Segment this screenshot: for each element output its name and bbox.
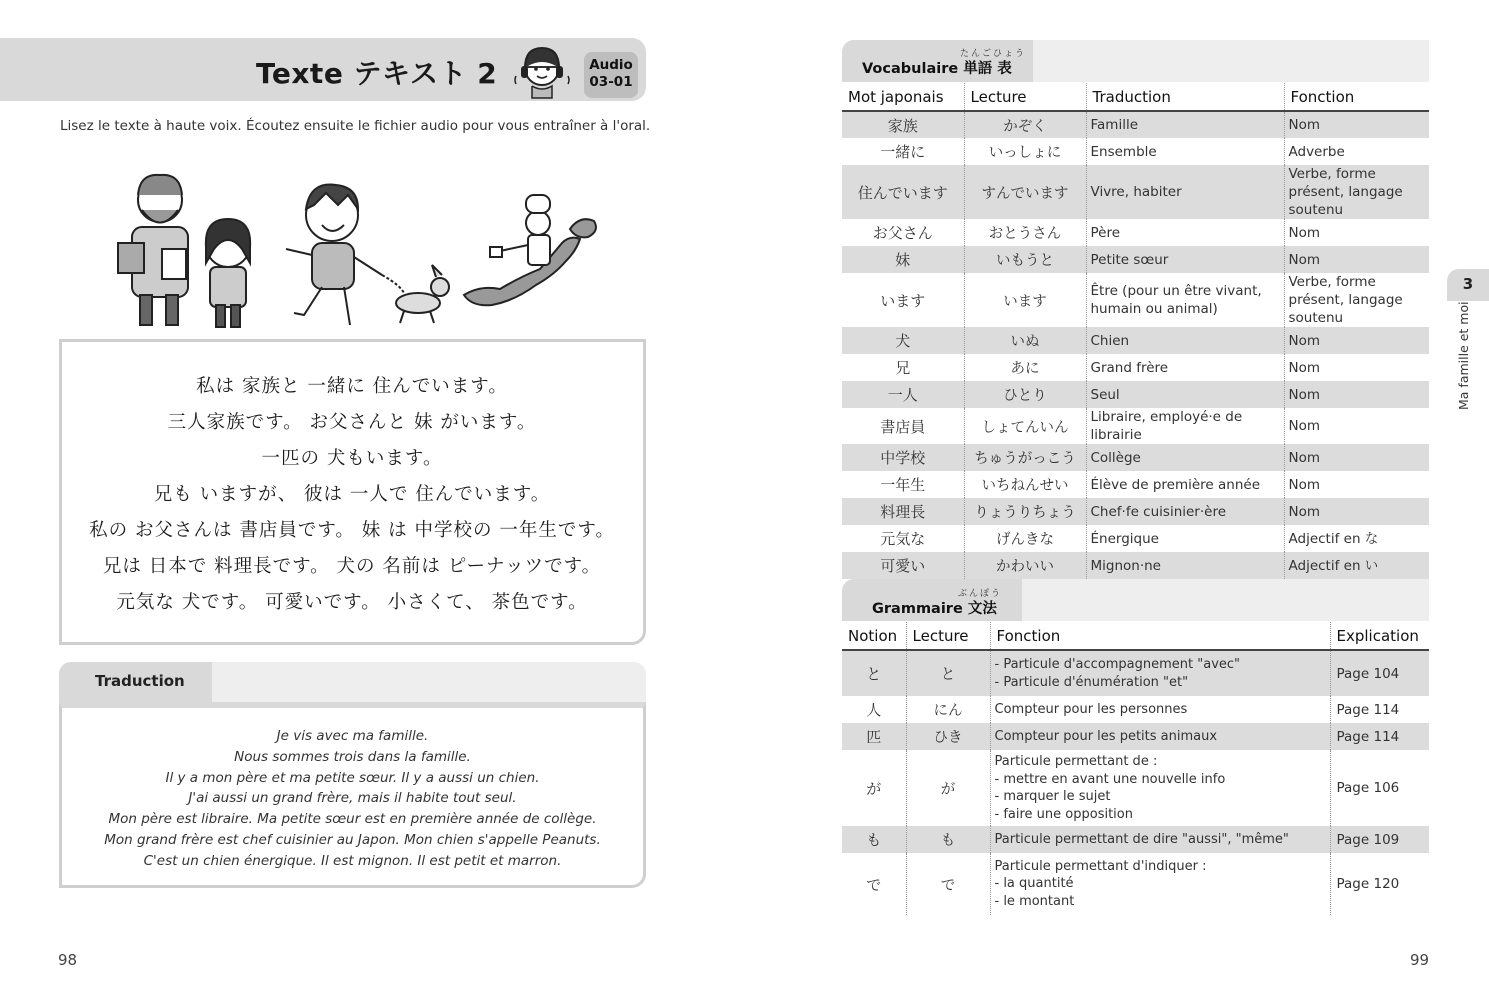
vocab-function: Adverbe <box>1284 138 1429 165</box>
vocab-function: Adjectif en い <box>1284 552 1429 579</box>
grammar-explanation[interactable]: Page 104 <box>1330 650 1429 696</box>
vocabulary-row <box>842 498 1429 525</box>
vocab-reading: いっしょに <box>964 138 1086 165</box>
vocab-word: 犬 <box>842 327 964 354</box>
translation-line: Nous sommes trois dans la famille. <box>234 748 471 765</box>
jp-line-4: 兄も いますが、 彼は 一人で 住んでいます。 <box>153 484 551 505</box>
grammar-explanation[interactable]: Page 114 <box>1330 696 1429 723</box>
grammar-explanation[interactable]: Page 120 <box>1330 853 1429 915</box>
vocab-word: 中学校 <box>842 444 964 471</box>
grammar-row <box>842 750 1429 826</box>
vocabulary-row <box>842 273 1429 327</box>
vocab-word: 料理長 <box>842 498 964 525</box>
vocabulary-row <box>842 525 1429 552</box>
grammar-notion: 匹 <box>842 723 906 750</box>
translation-line: J'ai aussi un grand frère, mais il habite tout seul. <box>188 790 517 807</box>
vocab-reading: いもうと <box>964 246 1086 273</box>
jp-line-6: 兄は 日本で 料理長です。 犬の 名前は ピーナッツです。 <box>102 556 602 577</box>
grammar-notion: が <box>866 779 882 798</box>
vocab-function: Nom <box>1284 444 1429 471</box>
page-title: Texte テキスト 2 <box>256 57 498 90</box>
grammar-ruby: ぶんぽう <box>958 589 1003 599</box>
vocab-reading: かわいい <box>964 552 1086 579</box>
vocab-reading: ちゅうがっこう <box>964 444 1086 471</box>
grammar-row <box>842 723 1429 750</box>
vocab-translation: Chien <box>1086 327 1284 354</box>
grammar-header-function: Fonction <box>990 622 1330 650</box>
vocab-word: 一年生 <box>880 476 926 494</box>
translation-band <box>212 662 646 702</box>
vocab-function: Nom <box>1284 354 1429 381</box>
vocab-translation: Énergique <box>1086 525 1284 552</box>
page-number-left: 98 <box>58 951 78 969</box>
translation-line: C'est un chien énergique. Il est mignon. Il est petit et marron. <box>143 852 562 869</box>
vocab-function: Nom <box>1284 471 1429 498</box>
vocabulary-table <box>842 83 1429 579</box>
grammar-explanation[interactable]: Page 106 <box>1330 750 1429 826</box>
translation-line: Mon père est libraire. Ma petite sœur est en première année de collège. <box>108 811 597 828</box>
vocab-word: います <box>880 291 926 310</box>
vocab-function: Nom <box>1284 219 1429 246</box>
vocab-header-function: Fonction <box>1284 83 1429 111</box>
translation-line: Mon grand frère est chef cuisinier au Japon. Mon chien s'appelle Peanuts. <box>104 831 601 848</box>
vocabulary-row <box>842 354 1429 381</box>
vocab-translation: Être (pour un être vivant, humain ou animal) <box>1086 273 1284 327</box>
vocab-translation: Père <box>1086 219 1284 246</box>
vocab-function: Nom <box>1284 111 1429 138</box>
vocabulary-row <box>842 111 1429 138</box>
vocab-word: 可愛い <box>842 552 964 579</box>
vocabulary-row <box>842 552 1429 579</box>
vocab-function: Nom <box>1284 381 1429 408</box>
vocab-header-word: Mot japonais <box>842 83 964 111</box>
vocab-reading: いぬ <box>964 327 1086 354</box>
vocab-translation: Ensemble <box>1086 138 1284 165</box>
grammar-row <box>842 853 1429 915</box>
vocab-translation: Collège <box>1086 444 1284 471</box>
grammar-notion: で <box>866 875 882 894</box>
vocab-function: Verbe, forme présent, langage soutenu <box>1284 165 1429 219</box>
grammar-header-reading: Lecture <box>906 622 990 650</box>
translation-tab: Traduction <box>59 662 212 702</box>
grammar-function: Compteur pour les petits animaux <box>990 723 1330 750</box>
jp-line-1: 私は 家族と 一緒に 住んでいます。 <box>196 376 508 397</box>
vocab-word: 一緒に <box>880 143 926 161</box>
grammar-header-row <box>842 622 1429 650</box>
jp-line-7: 元気な 犬です。 可愛いです。 小さくて、 茶色です。 <box>116 592 588 613</box>
vocab-translation: Libraire, employé·e de librairie <box>1086 408 1284 444</box>
grammar-reading: と <box>906 650 990 696</box>
audio-id: 03-01 <box>589 74 633 90</box>
vocab-function: Verbe, forme présent, langage soutenu <box>1284 273 1429 327</box>
left-page <box>0 0 744 1000</box>
vocabulary-row <box>842 246 1429 273</box>
vocab-translation: Grand frère <box>1086 354 1284 381</box>
chapter-tab[interactable]: 3 <box>1447 269 1489 301</box>
vocab-reading: ひとり <box>964 381 1086 408</box>
vocab-word: 一人 <box>842 381 964 408</box>
vocab-word: 兄 <box>895 359 911 377</box>
grammar-reading: が <box>906 750 990 826</box>
vocab-word: 妹 <box>842 246 964 273</box>
grammar-notion: も <box>842 826 906 853</box>
vocab-reading: りょうりちょう <box>964 498 1086 525</box>
vocab-function: Nom <box>1284 246 1429 273</box>
grammar-reading: にん <box>906 696 990 723</box>
translation-line: Je vis avec ma famille. <box>276 728 429 744</box>
grammar-notion: と <box>842 650 906 696</box>
vocabulary-row <box>842 138 1429 165</box>
vocab-reading: すんでいます <box>964 165 1086 219</box>
jp-line-2: 三人家族です。 お父さんと 妹 がいます。 <box>167 412 537 433</box>
vocabulary-tab: Vocabulaire 単語 表 <box>842 40 1033 82</box>
vocab-function: Nom <box>1284 327 1429 354</box>
vocabulary-ruby: たんごひょう <box>960 49 1027 59</box>
vocabulary-row <box>842 408 1429 444</box>
vocab-header-reading: Lecture <box>964 83 1086 111</box>
vocab-reading: げんきな <box>964 525 1086 552</box>
vocabulary-header-row <box>842 83 1429 111</box>
grammar-function: - Particule d'accompagnement "avec" - Particule d'énumération "et" <box>990 650 1330 696</box>
vocab-translation: Petite sœur <box>1086 246 1284 273</box>
vocab-word: 書店員 <box>880 417 926 436</box>
grammar-explanation[interactable]: Page 109 <box>1330 826 1429 853</box>
instruction-text: Lisez le texte à haute voix. Écoutez ensuite le fichier audio pour vous entraîner à l'oral. <box>60 118 651 134</box>
grammar-tab: Grammaire 文法 <box>842 579 1022 621</box>
grammar-row <box>842 696 1429 723</box>
audio-label: Audio <box>589 57 633 73</box>
grammar-reading: も <box>906 826 990 853</box>
vocab-translation: Mignon·ne <box>1086 552 1284 579</box>
grammar-row <box>842 650 1429 696</box>
family-illustration <box>100 165 620 335</box>
vocab-reading: かぞく <box>964 111 1086 138</box>
vocab-word: お父さん <box>872 224 933 242</box>
vocab-reading: います <box>964 273 1086 327</box>
grammar-header-notion: Notion <box>842 622 906 650</box>
vocab-translation: Seul <box>1086 381 1284 408</box>
grammar-notion: 人 <box>866 701 882 719</box>
chapter-title-vertical: Ma famille et moi <box>1456 301 1471 410</box>
vocab-function: Nom <box>1284 408 1429 444</box>
vocabulary-row <box>842 327 1429 354</box>
vocab-header-translation: Traduction <box>1086 83 1284 111</box>
vocabulary-row <box>842 381 1429 408</box>
vocab-translation: Famille <box>1086 111 1284 138</box>
grammar-function: Particule permettant de dire "aussi", "même" <box>990 826 1330 853</box>
vocabulary-row <box>842 165 1429 219</box>
jp-line-5: 私の お父さんは 書店員です。 妹 は 中学校の 一年生です。 <box>89 520 615 541</box>
grammar-row <box>842 826 1429 853</box>
vocab-translation: Chef·fe cuisinier·ère <box>1086 498 1284 525</box>
vocab-word: 住んでいます <box>842 165 964 219</box>
grammar-band <box>1022 579 1429 621</box>
vocab-reading: あに <box>964 354 1086 381</box>
vocabulary-row <box>842 444 1429 471</box>
vocabulary-band <box>1033 40 1429 82</box>
vocab-word: 家族 <box>842 111 964 138</box>
grammar-explanation[interactable]: Page 114 <box>1330 723 1429 750</box>
translation-box <box>59 702 646 888</box>
japanese-text-box <box>59 339 646 645</box>
vocab-function: Adjectif en な <box>1284 525 1429 552</box>
vocab-translation: Élève de première année <box>1086 471 1284 498</box>
headphones-avatar-icon <box>512 40 572 100</box>
grammar-function: Particule permettant de : - mettre en avant une nouvelle info - marquer le sujet - faire une opposition <box>990 750 1330 826</box>
vocab-word: 元気な <box>880 530 926 548</box>
grammar-function: Compteur pour les personnes <box>990 696 1330 723</box>
audio-badge[interactable] <box>584 52 638 98</box>
page-number-right: 99 <box>1410 951 1430 969</box>
grammar-header-explanation: Explication <box>1330 622 1429 650</box>
vocabulary-row <box>842 219 1429 246</box>
vocab-function: Nom <box>1284 498 1429 525</box>
vocab-translation: Vivre, habiter <box>1086 165 1284 219</box>
vocab-reading: おとうさん <box>964 219 1086 246</box>
grammar-reading: ひき <box>906 723 990 750</box>
jp-line-3: 一匹の 犬もいます。 <box>261 448 443 469</box>
vocab-reading: しょてんいん <box>964 408 1086 444</box>
translation-line: Il y a mon père et ma petite sœur. Il y a aussi un chien. <box>165 769 540 786</box>
vocabulary-row <box>842 471 1429 498</box>
grammar-table <box>842 622 1429 915</box>
grammar-reading: で <box>906 853 990 915</box>
grammar-function: Particule permettant d'indiquer : - la quantité - le montant <box>990 853 1330 915</box>
vocab-reading: いちねんせい <box>964 471 1086 498</box>
